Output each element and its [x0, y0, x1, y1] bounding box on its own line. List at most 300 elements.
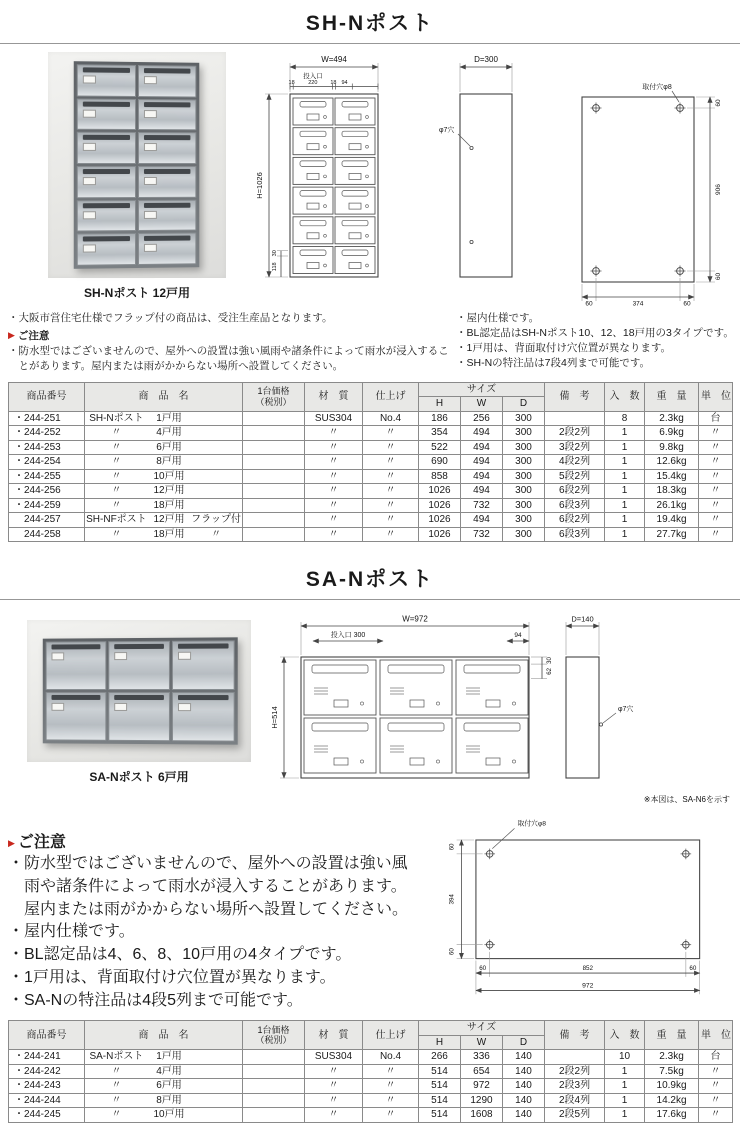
- mailbox-door: [77, 64, 136, 96]
- sh-notes-right: [456, 311, 740, 371]
- mailbox-door: [172, 641, 235, 691]
- col-header-finish: 仕上げ: [363, 382, 419, 411]
- cell-size-d: 300: [503, 411, 545, 426]
- cell-size-d: 300: [503, 513, 545, 528]
- cell-finish: 〃: [363, 498, 419, 513]
- cell-weight: 2.3kg: [645, 1050, 699, 1065]
- dim-label-394: 394: [448, 894, 456, 905]
- table-row: [9, 1093, 733, 1108]
- cell-unit: 〃: [699, 1093, 733, 1108]
- cell-weight: 27.7kg: [645, 527, 699, 542]
- dim-label-60-left: 60: [479, 965, 487, 973]
- table-row: [9, 1108, 733, 1123]
- dim-label-118: 118: [272, 262, 278, 272]
- cell-weight: 6.9kg: [645, 426, 699, 441]
- sa-dim-height: [270, 657, 299, 778]
- sh-mailbox-unit: [74, 61, 200, 269]
- table-row: [9, 484, 733, 499]
- cell-price: [243, 527, 305, 542]
- cell-unit: 〃: [699, 1079, 733, 1094]
- cell-price: [243, 513, 305, 528]
- cell-finish: 〃: [363, 484, 419, 499]
- cell-size-d: 300: [503, 469, 545, 484]
- cell-unit: 〃: [699, 484, 733, 499]
- sa-back-dim-left: [449, 840, 483, 959]
- slot-label: 投入口 300: [330, 632, 366, 640]
- col-header-price: [243, 382, 305, 411]
- cell-qty: 1: [605, 469, 645, 484]
- sh-dim-depth: [460, 55, 512, 92]
- col-header-qty: 入 数: [605, 382, 645, 411]
- cell-size-h: 690: [419, 455, 461, 470]
- mailbox-door: [138, 233, 196, 265]
- cell-price: [243, 1093, 305, 1108]
- mailbox-door: [108, 641, 170, 690]
- cell-remark: [545, 411, 605, 426]
- price-line2: （税別）: [255, 1035, 292, 1046]
- col-header-weight: 重 量: [645, 1021, 699, 1050]
- col-header-qty: 入 数: [605, 1021, 645, 1050]
- cell-remark: 6段3列: [545, 527, 605, 542]
- dim-label-18a: 18: [288, 80, 295, 86]
- cell-size-h: 858: [419, 469, 461, 484]
- col-header-name: 商 品 名: [85, 382, 243, 411]
- cell-product-name: [85, 440, 243, 455]
- cell-material: 〃: [305, 426, 363, 441]
- cell-product-name: [85, 455, 243, 470]
- sa-dim-right: [531, 657, 553, 679]
- cell-product-code: ・244-252: [9, 426, 85, 441]
- cell-material: 〃: [305, 1079, 363, 1094]
- product-name-part: 〃: [111, 1080, 122, 1092]
- table-row: [9, 1079, 733, 1094]
- cell-product-code: ・244-242: [9, 1064, 85, 1079]
- product-name-part: SH-NFポスト: [86, 514, 147, 526]
- cell-price: [243, 1050, 305, 1065]
- dim-label-60-bottom: 60: [448, 948, 456, 956]
- cell-size-w: 494: [461, 513, 503, 528]
- dim-label-852: 852: [582, 965, 594, 973]
- cell-product-name: [85, 1108, 243, 1123]
- title-rule: [0, 43, 740, 44]
- caution-triangle-icon: ▶: [8, 329, 15, 340]
- mailbox-door: [108, 692, 170, 741]
- cell-size-d: 140: [503, 1064, 545, 1079]
- dim-label-60-bottom: 60: [715, 272, 722, 281]
- col-header-weight: 重 量: [645, 382, 699, 411]
- table-row: [9, 513, 733, 528]
- cell-unit: 〃: [699, 1064, 733, 1079]
- cell-unit: 〃: [699, 527, 733, 542]
- cell-product-code: ・244-256: [9, 484, 85, 499]
- cell-size-h: 522: [419, 440, 461, 455]
- table-row: [9, 426, 733, 441]
- col-header-unit: 単 位: [699, 1021, 733, 1050]
- note-line: ・屋内仕様です。: [456, 312, 540, 324]
- dim-label-18b: 18: [330, 80, 337, 86]
- cell-unit: 〃: [699, 513, 733, 528]
- sa-back-mount-holes: [484, 849, 691, 950]
- cell-product-name: [85, 513, 243, 528]
- mailbox-door: [77, 132, 136, 164]
- col-header-code: 商品番号: [9, 382, 85, 411]
- cell-finish: 〃: [363, 455, 419, 470]
- sh-side-hole-callout: [439, 125, 473, 244]
- cell-product-name: [85, 1079, 243, 1094]
- dim-label-30: 30: [272, 250, 278, 257]
- caution-label: ご注意: [17, 834, 66, 852]
- dim-label-h: H=514: [270, 706, 279, 729]
- cell-size-w: 494: [461, 440, 503, 455]
- note-line: ・BL認定品はSH-Nポスト10、12、18戸用の3タイプです。: [456, 326, 734, 339]
- mailbox-door: [138, 166, 196, 198]
- product-name-part: 12戸用: [153, 485, 185, 497]
- cell-size-d: 140: [503, 1108, 545, 1123]
- table-row: [9, 1064, 733, 1079]
- product-name-part: 8戸用: [156, 1094, 182, 1106]
- cell-price: [243, 455, 305, 470]
- cell-price: [243, 484, 305, 499]
- cell-remark: 4段2列: [545, 455, 605, 470]
- mount-hole-label: 取付穴φ8: [517, 820, 547, 828]
- cell-weight: 10.9kg: [645, 1079, 699, 1094]
- cell-size-d: 300: [503, 527, 545, 542]
- caution-heading: [8, 328, 450, 343]
- note-line: ・SA-Nの特注品は4段5列まで可能です。: [8, 991, 303, 1009]
- product-name-part: 4戸用: [156, 427, 182, 439]
- table-row: [9, 1050, 733, 1065]
- product-name-part: 〃: [111, 1109, 122, 1121]
- cell-product-name: [85, 1064, 243, 1079]
- sh-dim-slot: [289, 71, 378, 90]
- mailbox-door: [138, 99, 196, 131]
- dim-label-d: D=140: [571, 614, 594, 624]
- cell-material: 〃: [305, 527, 363, 542]
- dim-label-60-right: 60: [689, 965, 697, 973]
- cell-product-code: 244-257: [9, 513, 85, 528]
- cell-qty: 10: [605, 1050, 645, 1065]
- sa-back-view-drawing: [432, 813, 732, 1002]
- cell-finish: No.4: [363, 1050, 419, 1065]
- sa-table-body: [9, 1050, 733, 1123]
- cell-weight: 17.6kg: [645, 1108, 699, 1123]
- sh-side-view-drawing: [436, 52, 532, 307]
- cell-qty: 1: [605, 1108, 645, 1123]
- mailbox-door: [77, 98, 136, 130]
- col-header-size: サイズ: [419, 1021, 545, 1036]
- cell-product-name: [85, 469, 243, 484]
- cell-remark: 2段3列: [545, 1079, 605, 1094]
- sa-notes: [8, 813, 416, 1012]
- product-name-part: 8戸用: [156, 456, 182, 468]
- side-hole: [470, 146, 473, 149]
- cell-finish: 〃: [363, 1079, 419, 1094]
- col-header-finish: 仕上げ: [363, 1021, 419, 1050]
- sa-photo-block: [16, 608, 262, 785]
- mailbox-door: [138, 199, 196, 231]
- cell-unit: 〃: [699, 1108, 733, 1123]
- sa-mid-row: [0, 813, 740, 1012]
- product-name-part: 6戸用: [156, 1080, 182, 1092]
- note-line: ・屋内仕様です。: [8, 923, 135, 941]
- col-header-price: [243, 1021, 305, 1050]
- cell-qty: 1: [605, 498, 645, 513]
- col-header-h: H: [419, 1035, 461, 1050]
- cell-qty: 1: [605, 440, 645, 455]
- dim-label-220: 220: [308, 80, 318, 86]
- mailbox-door: [46, 641, 107, 690]
- cell-product-code: ・244-251: [9, 411, 85, 426]
- sa-side-outline: [566, 657, 599, 778]
- product-name-part: 6戸用: [156, 441, 182, 453]
- cell-weight: 15.4kg: [645, 469, 699, 484]
- sh-back-view-drawing: [552, 52, 742, 307]
- col-header-d: D: [503, 1035, 545, 1050]
- product-name-part: SA-Nポスト: [89, 1051, 144, 1063]
- col-header-remark: 備 考: [545, 1021, 605, 1050]
- cell-qty: 1: [605, 513, 645, 528]
- sh-table-header: [9, 382, 733, 411]
- sa-product-photo: [27, 620, 251, 762]
- mailbox-door: [77, 200, 136, 232]
- cell-material: 〃: [305, 455, 363, 470]
- dim-label-94: 94: [341, 80, 348, 86]
- product-name-part: 18戸用: [153, 499, 185, 511]
- mount-hole-label: 取付穴φ8: [642, 84, 672, 91]
- cell-product-name: [85, 484, 243, 499]
- sh-back-outline: [582, 97, 694, 282]
- product-name-part: 〃: [111, 441, 122, 453]
- cell-unit: 〃: [699, 440, 733, 455]
- cell-unit: 〃: [699, 469, 733, 484]
- cell-unit: 〃: [699, 426, 733, 441]
- cell-qty: 8: [605, 411, 645, 426]
- dim-label-30: 30: [547, 657, 553, 665]
- cell-material: SUS304: [305, 411, 363, 426]
- cell-size-w: 654: [461, 1064, 503, 1079]
- sh-dim-height: [255, 94, 288, 277]
- cell-product-code: ・244-259: [9, 498, 85, 513]
- table-row: [9, 440, 733, 455]
- cell-product-code: ・244-241: [9, 1050, 85, 1065]
- cell-material: 〃: [305, 513, 363, 528]
- cell-product-name: [85, 411, 243, 426]
- dim-label-w: W=972: [402, 614, 428, 624]
- cell-product-code: ・244-253: [9, 440, 85, 455]
- cell-price: [243, 1108, 305, 1123]
- dim-label-60-right: 60: [683, 300, 691, 308]
- table-row: [9, 455, 733, 470]
- cell-product-code: ・244-244: [9, 1093, 85, 1108]
- cell-product-code: ・244-254: [9, 455, 85, 470]
- col-header-material: 材 質: [305, 382, 363, 411]
- cell-size-d: 140: [503, 1093, 545, 1108]
- sa-spec-table: [8, 1020, 733, 1123]
- col-header-material: 材 質: [305, 1021, 363, 1050]
- price-line2: （税別）: [255, 396, 292, 407]
- title-rule: [0, 599, 740, 600]
- cell-unit: 〃: [699, 498, 733, 513]
- side-hole: [470, 240, 473, 243]
- col-header-remark: 備 考: [545, 382, 605, 411]
- col-header-h: H: [419, 397, 461, 412]
- cell-weight: 14.2kg: [645, 1093, 699, 1108]
- product-name-part: 〃: [111, 470, 122, 482]
- mailbox-door: [172, 692, 235, 742]
- cell-size-w: 1290: [461, 1093, 503, 1108]
- product-name-part: 18戸用: [153, 528, 185, 540]
- cell-remark: 6段3列: [545, 498, 605, 513]
- mailbox-door: [77, 166, 136, 198]
- product-name-part: 〃: [111, 427, 122, 439]
- cell-size-d: 300: [503, 426, 545, 441]
- note-line: ・1戸用は、背面取付け穴位置が異なります。: [8, 968, 336, 986]
- sh-side-outline: [460, 94, 512, 277]
- cell-material: 〃: [305, 1093, 363, 1108]
- cell-size-d: 300: [503, 498, 545, 513]
- product-name-part: 10戸用: [153, 470, 185, 482]
- dim-label-w: W=494: [321, 55, 347, 64]
- sa-back-outline: [476, 840, 700, 959]
- cell-product-name: [85, 1093, 243, 1108]
- cell-size-h: 514: [419, 1064, 461, 1079]
- table-row: [9, 469, 733, 484]
- table-row: [9, 411, 733, 426]
- cell-qty: 1: [605, 484, 645, 499]
- sh-photo-caption: SH-Nポスト 12戸用: [83, 286, 190, 300]
- sa-front-doors: [304, 660, 528, 773]
- cell-remark: 2段2列: [545, 1064, 605, 1079]
- caution-heading: [8, 829, 416, 852]
- note-line: ・防水型ではございませんので、屋外への設置は強い風雨や諸条件によって雨水が浸入することがあります。屋内または雨がかからない場所へ設置してください。: [8, 344, 449, 372]
- sh-front-doors: [293, 98, 375, 274]
- dim-label-906: 906: [715, 184, 722, 195]
- sh-table-body: [9, 411, 733, 542]
- product-name-part: 〃: [111, 528, 122, 540]
- col-header-d: D: [503, 397, 545, 412]
- price-line1: 1台価格: [257, 386, 290, 397]
- note-line: ・1戸用は、背面取付け穴位置が異なります。: [456, 341, 671, 354]
- cell-unit: 台: [699, 1050, 733, 1065]
- product-name-part: 1戸用: [156, 412, 182, 424]
- cell-material: 〃: [305, 1064, 363, 1079]
- cell-finish: 〃: [363, 440, 419, 455]
- cell-product-name: [85, 1050, 243, 1065]
- sa-side-view: [566, 615, 633, 779]
- col-header-size: サイズ: [419, 382, 545, 397]
- col-header-code: 商品番号: [9, 1021, 85, 1050]
- dim-label-60-top: 60: [448, 843, 456, 851]
- cell-size-h: 354: [419, 426, 461, 441]
- section-title-sh: SH-Nポスト: [305, 12, 435, 35]
- sa-drawing-note: ※本図は、SA-N6を示す: [643, 795, 730, 805]
- cell-size-h: 186: [419, 411, 461, 426]
- cell-remark: 2段4列: [545, 1093, 605, 1108]
- cell-remark: 6段2列: [545, 484, 605, 499]
- dim-label-94: 94: [514, 632, 522, 640]
- product-name-part: 12戸用: [153, 514, 185, 526]
- mailbox-door: [77, 233, 136, 265]
- cell-weight: 26.1kg: [645, 498, 699, 513]
- note-line: ・SH-Nの特注品は7段4列まで可能です。: [456, 356, 651, 369]
- table-row: [9, 527, 733, 542]
- sa-dim-slot: [313, 630, 529, 641]
- cell-size-w: 494: [461, 469, 503, 484]
- cell-size-w: 1608: [461, 1108, 503, 1123]
- dim-label-972: 972: [582, 982, 594, 990]
- cell-size-w: 256: [461, 411, 503, 426]
- cell-size-h: 1026: [419, 513, 461, 528]
- note-line: ・BL認定品は4、6、8、10戸用の4タイプです。: [8, 946, 352, 964]
- cell-size-w: 494: [461, 455, 503, 470]
- cell-material: SUS304: [305, 1050, 363, 1065]
- product-name-part: SH-Nポスト: [89, 412, 144, 424]
- cell-qty: 1: [605, 1093, 645, 1108]
- slot-label: 投入口: [303, 73, 323, 80]
- sa-table-header: [9, 1021, 733, 1050]
- cell-remark: 3段2列: [545, 440, 605, 455]
- cell-product-name: [85, 426, 243, 441]
- cell-qty: 1: [605, 426, 645, 441]
- hole-label: φ7穴: [618, 706, 634, 714]
- cell-finish: No.4: [363, 411, 419, 426]
- cell-remark: 2段5列: [545, 1108, 605, 1123]
- col-header-w: W: [461, 1035, 503, 1050]
- product-name-part: 〃: [111, 1065, 122, 1077]
- sh-product-photo: [48, 52, 226, 278]
- section-title-sa: SA-Nポスト: [305, 568, 435, 592]
- sh-front-view-drawing: [250, 52, 422, 307]
- price-line1: 1台価格: [257, 1024, 290, 1035]
- sa-front-side-drawing: [266, 612, 736, 807]
- note-line: ・大阪市営住宅仕様でフラップ付の商品は、受注生産品となります。: [8, 312, 333, 324]
- product-name-part: 〃: [111, 1094, 122, 1106]
- cell-price: [243, 411, 305, 426]
- cell-size-h: 514: [419, 1108, 461, 1123]
- cell-product-code: ・244-255: [9, 469, 85, 484]
- cell-price: [243, 426, 305, 441]
- cell-qty: 1: [605, 455, 645, 470]
- caution-label: ご注意: [17, 329, 50, 342]
- cell-remark: [545, 1050, 605, 1065]
- product-name-part: 1戸用: [156, 1051, 182, 1063]
- cell-finish: 〃: [363, 469, 419, 484]
- product-name-part: フラップ付: [191, 514, 241, 526]
- sa-mailbox-unit: [43, 638, 238, 745]
- product-name-part: 〃: [211, 528, 222, 540]
- cell-size-w: 972: [461, 1079, 503, 1094]
- cell-size-h: 514: [419, 1079, 461, 1094]
- sh-back-hole-callout: [642, 82, 679, 102]
- dim-label-62: 62: [547, 668, 553, 675]
- cell-size-w: 494: [461, 426, 503, 441]
- sh-back-dim-right: [687, 97, 722, 282]
- note-line: ・防水型ではございませんので、屋外への設置は強い風雨や諸条件によって雨水が浸入することがあります。屋内または雨がかからない場所へ設置してください。: [8, 855, 409, 918]
- cell-price: [243, 440, 305, 455]
- sa-back-hole-callout: [492, 819, 546, 849]
- cell-material: 〃: [305, 498, 363, 513]
- cell-size-w: 732: [461, 527, 503, 542]
- product-name-part: 〃: [111, 456, 122, 468]
- sa-drawings-row: [0, 608, 740, 807]
- cell-finish: 〃: [363, 1093, 419, 1108]
- cell-size-w: 494: [461, 484, 503, 499]
- dim-label-d: D=300: [474, 55, 498, 64]
- col-header-w: W: [461, 397, 503, 412]
- cell-material: 〃: [305, 440, 363, 455]
- cell-price: [243, 498, 305, 513]
- product-name-part: 10戸用: [153, 1109, 185, 1121]
